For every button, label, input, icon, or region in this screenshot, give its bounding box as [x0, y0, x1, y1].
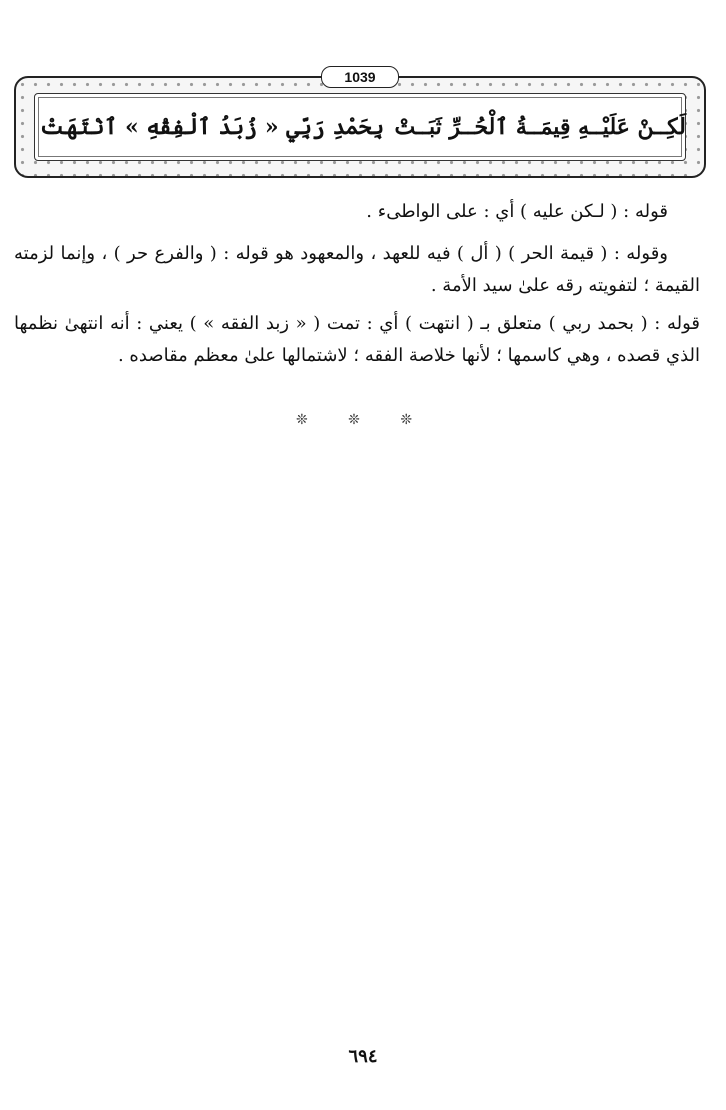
commentary-paragraph-3: قوله : ( بحمد ربي ) متعلق بـ ( انتهت ) أي : تمت ( « زبد الفقه » ) يعني : أنه انتهىٰ نظمها الذي قصده ، وهي كاسمها ؛ لأنها خلاصة الفقه ؛ لاشتمالها علىٰ معظم مقاصده . — [14, 313, 700, 366]
verse-hemistich-first: لَكِــنْ عَلَيْــهِ قِيمَــةُ ٱلْحُــرِّ ثَبَــتْ — [394, 114, 686, 140]
commentary-paragraph-1: قوله : ( لـكن عليه ) أي : على الواطىء . — [366, 201, 668, 222]
commentary-paragraph-2-text: وقوله : ( قيمة الحر ) ( أل ) فيه للعهد ، والمعهود هو قوله : ( والفرع حر ) ، وإنما لزمته القيمة ؛ لتفويته رقه علىٰ سيد الأمة . — [14, 243, 700, 296]
verse-hemistich-second: بِحَمْدِ رَبِّي « زُبَدُ ٱلْفِقْهِ » ٱنْتَهَتْ — [40, 114, 385, 140]
commentary-paragraph-2 — [14, 238, 700, 302]
page-number: ٦٩٤ — [348, 1046, 378, 1067]
section-separator: ❊ ❊ ❊ — [295, 412, 431, 428]
verse-number: 1039 — [321, 66, 399, 88]
